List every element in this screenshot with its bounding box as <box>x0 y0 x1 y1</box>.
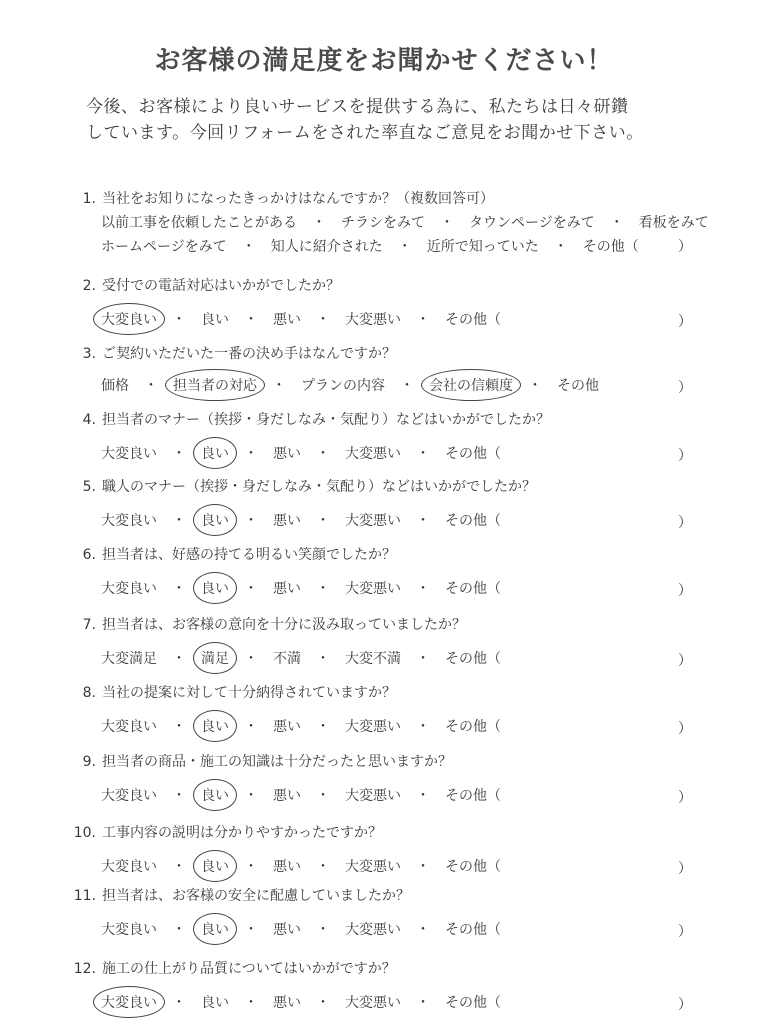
question-text: 当社をお知りになったきっかけはなんですか？（複数回答可） <box>102 191 494 207</box>
option[interactable]: プランの内容 <box>301 378 385 394</box>
close-paren: ） <box>678 924 692 940</box>
question-title <box>70 275 340 295</box>
option-separator: ・ <box>244 719 258 735</box>
option[interactable]: その他（ <box>445 651 501 667</box>
option[interactable]: 良い <box>201 995 229 1011</box>
option-separator: ・ <box>316 446 330 462</box>
question-title <box>70 885 410 905</box>
option[interactable]: 近所で知っていた <box>426 239 539 255</box>
option[interactable]: その他（ <box>582 239 639 255</box>
option-row <box>99 856 503 876</box>
option-selected[interactable]: 良い <box>199 919 231 939</box>
question-text: 工事内容の説明は分かりやすかったですか？ <box>102 825 382 841</box>
option-separator: ・ <box>609 215 624 231</box>
option[interactable]: その他（ <box>445 446 501 462</box>
option-separator: ・ <box>244 859 258 875</box>
option-separator: ・ <box>316 651 330 667</box>
close-paren: ） <box>678 448 692 464</box>
option[interactable]: 大変良い <box>101 581 157 597</box>
question-title <box>70 751 452 771</box>
question-text: 受付での電話対応はいかがでしたか？ <box>102 278 340 294</box>
question-number: 10. <box>73 825 96 841</box>
option[interactable]: 以前工事を依頼したことがある <box>101 215 297 231</box>
option[interactable]: 大変悪い <box>345 788 401 804</box>
option[interactable]: その他（ <box>445 859 501 875</box>
option-separator: ・ <box>553 239 568 255</box>
option[interactable]: 悪い <box>273 446 301 462</box>
option-selected[interactable]: 会社の信頼度 <box>427 375 515 395</box>
option-separator: ・ <box>400 378 414 394</box>
question-text: 担当者の商品・施工の知識は十分だったと思いますか？ <box>102 754 452 770</box>
option-separator: ・ <box>316 859 330 875</box>
option-row <box>99 785 503 805</box>
option[interactable]: 悪い <box>273 513 301 529</box>
option-separator: ・ <box>172 581 186 597</box>
close-paren: ） <box>678 721 692 737</box>
option-row <box>99 992 503 1012</box>
option[interactable]: その他（ <box>445 719 501 735</box>
option[interactable]: その他（ <box>445 513 501 529</box>
option-separator: ・ <box>172 859 186 875</box>
option-separator: ・ <box>172 651 186 667</box>
option-row <box>99 716 503 736</box>
option[interactable]: ホームページをみて <box>101 239 227 255</box>
option-separator: ・ <box>244 922 258 938</box>
option-separator: ・ <box>244 581 258 597</box>
question-number: 6. <box>82 547 96 563</box>
option[interactable]: 大変不満 <box>345 651 401 667</box>
option-row <box>99 443 503 463</box>
option-separator: ・ <box>416 581 430 597</box>
option[interactable]: 大変良い <box>101 513 157 529</box>
option-separator: ・ <box>416 859 430 875</box>
option-separator: ・ <box>272 378 286 394</box>
option-separator: ・ <box>244 312 258 328</box>
close-paren: ） <box>678 653 692 669</box>
question-text: 担当者のマナー（挨拶・身だしなみ・気配り）などはいかがでしたか？ <box>102 412 550 428</box>
option-separator: ・ <box>416 312 430 328</box>
close-paren: ） <box>678 380 692 396</box>
question-title <box>70 614 466 634</box>
question-title <box>70 544 396 564</box>
question-number: 8. <box>82 685 96 701</box>
question-text: 担当者は、お客様の意向を十分に汲み取っていましたか？ <box>102 617 466 633</box>
option-separator: ・ <box>144 378 158 394</box>
option-selected[interactable]: 良い <box>199 443 231 463</box>
question-title <box>70 343 396 363</box>
option-selected[interactable]: 大変良い <box>99 992 159 1012</box>
option-row <box>99 648 503 668</box>
option[interactable]: 大変悪い <box>345 312 401 328</box>
option[interactable]: 不満 <box>273 651 301 667</box>
option[interactable]: その他 <box>557 378 599 394</box>
question-number: 1. <box>82 191 96 207</box>
option[interactable]: 良い <box>201 312 229 328</box>
option-selected[interactable]: 良い <box>199 856 231 876</box>
option-row <box>99 919 503 939</box>
option-row <box>99 309 503 329</box>
question-number: 3. <box>82 346 96 362</box>
option[interactable]: 大変悪い <box>345 446 401 462</box>
option[interactable]: 大変悪い <box>345 922 401 938</box>
option-separator: ・ <box>528 378 542 394</box>
option[interactable]: 悪い <box>273 788 301 804</box>
question-text: 担当者は、お客様の安全に配慮していましたか？ <box>102 888 410 904</box>
option[interactable]: 悪い <box>273 312 301 328</box>
question-number: 9. <box>82 754 96 770</box>
option-separator: ・ <box>316 581 330 597</box>
option-separator: ・ <box>316 719 330 735</box>
question-title <box>70 822 382 842</box>
option-selected[interactable]: 良い <box>199 716 231 736</box>
option-separator: ・ <box>416 513 430 529</box>
option-separator: ・ <box>241 239 256 255</box>
option-selected[interactable]: 大変良い <box>99 309 159 329</box>
question-number: 11. <box>73 888 96 904</box>
question-text: 職人のマナー（挨拶・身だしなみ・気配り）などはいかがでしたか？ <box>102 479 536 495</box>
option-separator: ・ <box>244 513 258 529</box>
option[interactable]: 大変良い <box>101 922 157 938</box>
option-separator: ・ <box>416 995 430 1011</box>
option[interactable]: 大変悪い <box>345 719 401 735</box>
option-separator: ・ <box>416 788 430 804</box>
question-text: 担当者は、好感の持てる明るい笑顔でしたか？ <box>102 547 396 563</box>
option[interactable]: 悪い <box>273 995 301 1011</box>
option[interactable]: チラシをみて <box>341 215 425 231</box>
option[interactable]: その他（ <box>445 312 501 328</box>
option-separator: ・ <box>316 788 330 804</box>
intro-line: 今後、お客様により良いサービスを提供する為に、私たちは日々研鑽 <box>86 97 629 117</box>
option-separator: ・ <box>440 215 454 231</box>
option-row <box>99 510 503 530</box>
option-separator: ・ <box>416 719 430 735</box>
intro-text <box>86 94 644 146</box>
option[interactable]: 悪い <box>273 581 301 597</box>
question-title <box>70 188 494 208</box>
option[interactable]: 価格 <box>101 378 129 394</box>
option[interactable]: その他（ <box>445 922 501 938</box>
option-separator: ・ <box>172 719 186 735</box>
option-row <box>99 236 641 256</box>
option-separator: ・ <box>244 446 258 462</box>
close-paren: ） <box>678 515 692 531</box>
question-number: 4. <box>82 412 96 428</box>
option[interactable]: その他（ <box>445 995 501 1011</box>
intro-line: しています。今回リフォームをされた率直なご意見をお聞かせ下さい。 <box>86 123 644 143</box>
close-paren: ） <box>678 583 692 599</box>
option-separator: ・ <box>244 788 258 804</box>
option-row <box>99 375 601 395</box>
option-separator: ・ <box>244 651 258 667</box>
option[interactable]: 大変良い <box>101 859 157 875</box>
option-selected[interactable]: 満足 <box>199 648 231 668</box>
question-number: 2. <box>82 278 96 294</box>
question-number: 7. <box>82 617 96 633</box>
option[interactable]: 大変良い <box>101 446 157 462</box>
option-separator: ・ <box>316 995 330 1011</box>
option[interactable]: 大変悪い <box>345 859 401 875</box>
option[interactable]: 悪い <box>273 859 301 875</box>
option-selected[interactable]: 良い <box>199 510 231 530</box>
option[interactable]: タウンページをみて <box>469 215 595 231</box>
option-selected[interactable]: 良い <box>199 578 231 598</box>
option-selected[interactable]: 担当者の対応 <box>171 375 259 395</box>
option[interactable]: 知人に紹介された <box>270 239 383 255</box>
option-separator: ・ <box>416 922 430 938</box>
question-text: 施工の仕上がり品質についてはいかがですか？ <box>102 961 396 977</box>
option-separator: ・ <box>172 312 186 328</box>
option[interactable]: その他（ <box>445 581 501 597</box>
option-separator: ・ <box>172 995 186 1011</box>
option-separator: ・ <box>316 922 330 938</box>
question-number: 5. <box>82 479 96 495</box>
question-title <box>70 409 550 429</box>
close-paren: ） <box>678 997 692 1013</box>
option-separator: ・ <box>172 788 186 804</box>
option-separator: ・ <box>316 513 330 529</box>
option-separator: ・ <box>397 239 412 255</box>
option-row <box>99 578 503 598</box>
option[interactable]: その他（ <box>445 788 501 804</box>
option-separator: ・ <box>172 922 186 938</box>
question-number: 12. <box>73 961 96 977</box>
close-paren: ） <box>678 239 692 255</box>
option[interactable]: 悪い <box>273 719 301 735</box>
option-separator: ・ <box>312 215 326 231</box>
option-selected[interactable]: 良い <box>199 785 231 805</box>
option-separator: ・ <box>416 651 430 667</box>
close-paren: ） <box>678 314 692 330</box>
option-separator: ・ <box>244 995 258 1011</box>
option[interactable]: 大変良い <box>101 719 157 735</box>
close-paren: ） <box>678 790 692 806</box>
option-row <box>99 212 711 232</box>
option[interactable]: 大変悪い <box>345 581 401 597</box>
question-title <box>70 958 396 978</box>
option[interactable]: 大変満足 <box>101 651 157 667</box>
option[interactable]: 看板をみて <box>638 215 709 231</box>
option-separator: ・ <box>416 446 430 462</box>
option-separator: ・ <box>172 513 186 529</box>
option-separator: ・ <box>316 312 330 328</box>
question-text: 当社の提案に対して十分納得されていますか？ <box>102 685 396 701</box>
option[interactable]: 悪い <box>273 922 301 938</box>
question-title <box>70 682 396 702</box>
question-text: ご契約いただいた一番の決め手はなんですか？ <box>102 346 396 362</box>
close-paren: ） <box>678 861 692 877</box>
page-title: お客様の満足度をお聞かせください！ <box>154 46 614 76</box>
option-separator: ・ <box>172 446 186 462</box>
question-title <box>70 476 536 496</box>
option[interactable]: 大変悪い <box>345 995 401 1011</box>
option[interactable]: 大変良い <box>101 788 157 804</box>
option[interactable]: 大変悪い <box>345 513 401 529</box>
